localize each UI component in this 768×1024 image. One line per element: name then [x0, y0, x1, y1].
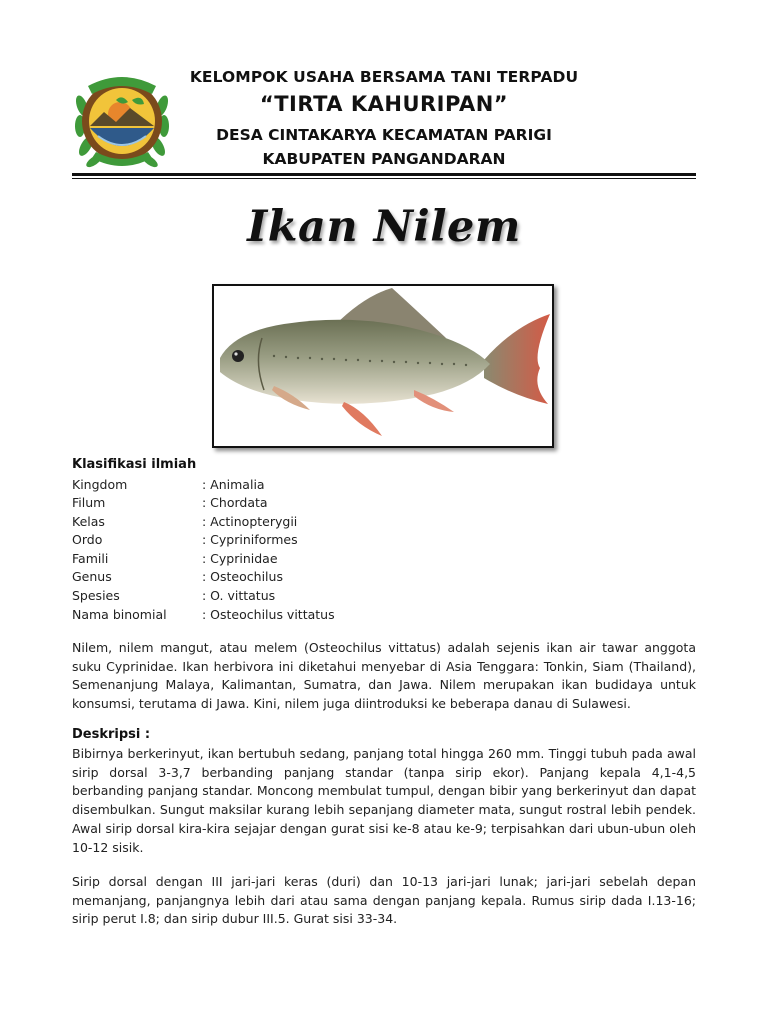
- classification-row: [72, 532, 672, 550]
- classification-value: : Actinopterygii: [202, 514, 298, 529]
- classification-label: Genus: [72, 569, 112, 584]
- organization-logo: [72, 66, 172, 174]
- classification-value: : Animalia: [202, 477, 265, 492]
- classification-value: : Osteochilus: [202, 569, 283, 584]
- classification-value: : Chordata: [202, 495, 268, 510]
- classification-label: Famili: [72, 551, 109, 566]
- org-village-line: DESA CINTAKARYA KECAMATAN PARIGI: [216, 126, 552, 144]
- classification-row: [72, 569, 672, 587]
- fish-illustration: [214, 286, 552, 446]
- classification-row: [72, 495, 672, 513]
- intro-paragraph: Nilem, nilem mangut, atau melem (Osteochilus vittatus) adalah sejenis ikan air tawar anggota suku Cyprinidae. Ikan herbivora ini diketahui menyebar di Asia Tenggara: Tonkin, Siam (Thailand), Semenanjung Malaya, Kalimantan, Sumatra, dan Jawa. Nilem merupakan ikan budidaya untuk konsumsi, terutama di Jawa. Kini, nilem juga diintroduksi ke beberapa danau di Sulawesi.: [72, 640, 696, 712]
- classification-row: [72, 607, 672, 625]
- classification-value: : Osteochilus vittatus: [202, 607, 335, 622]
- header-divider-thick: [72, 173, 696, 176]
- description-paragraph-2: Sirip dorsal dengan III jari-jari keras (duri) dan 10-13 jari-jari lunak; jari-jari sebelah depan memanjang, panjangnya lebih dari atau sama dengan panjang kepala. Rumus sirip dada I.13-16; sirip perut I.8; dan sirip dubur III.5. Gurat sisi 33-34.: [72, 874, 696, 927]
- org-regency-line: KABUPATEN PANGANDARAN: [262, 150, 506, 168]
- classification-label: Kelas: [72, 514, 105, 529]
- header-divider-thin: [72, 178, 696, 179]
- classification-value: : Cypriniformes: [202, 532, 298, 547]
- classification-row: [72, 551, 672, 569]
- org-name-line: KELOMPOK USAHA BERSAMA TANI TERPADU: [189, 68, 579, 86]
- classification-heading: Klasifikasi ilmiah: [72, 457, 197, 472]
- classification-row: [72, 514, 672, 532]
- classification-row: [72, 588, 672, 606]
- classification-label: Kingdom: [72, 477, 128, 492]
- fish-photo: [212, 284, 554, 448]
- classification-label: Filum: [72, 495, 106, 510]
- classification-value: : Cyprinidae: [202, 551, 278, 566]
- document-title: Ikan Nilem: [247, 202, 521, 252]
- description-heading: Deskripsi :: [72, 727, 151, 742]
- classification-row: [72, 477, 672, 495]
- classification-label: Ordo: [72, 532, 103, 547]
- description-paragraph-1: Bibirnya berkerinyut, ikan bertubuh sedang, panjang total hingga 260 mm. Tinggi tubuh pada awal sirip dorsal 3-3,7 berbanding panjang standar (tanpa sirip ekor). Panjang kepala 4,1-4,5 berbanding panjang standar. Moncong membulat tumpul, dengan bibir yang berkerinyut dan dapat disembulkan. Sungut maksilar kurang lebih sepanjang diameter mata, sungut rostral lebih pendek. Awal sirip dorsal kira-kira sejajar dengan gurat sisi ke-8 atau ke-9; terpisahkan dari ubun-ubun oleh 10-12 sisik.: [72, 746, 696, 855]
- org-brand-name: “TIRTA KAHURIPAN”: [259, 92, 509, 116]
- classification-value: : O. vittatus: [202, 588, 276, 603]
- classification-label: Nama binomial: [72, 607, 167, 622]
- classification-label: Spesies: [72, 588, 120, 603]
